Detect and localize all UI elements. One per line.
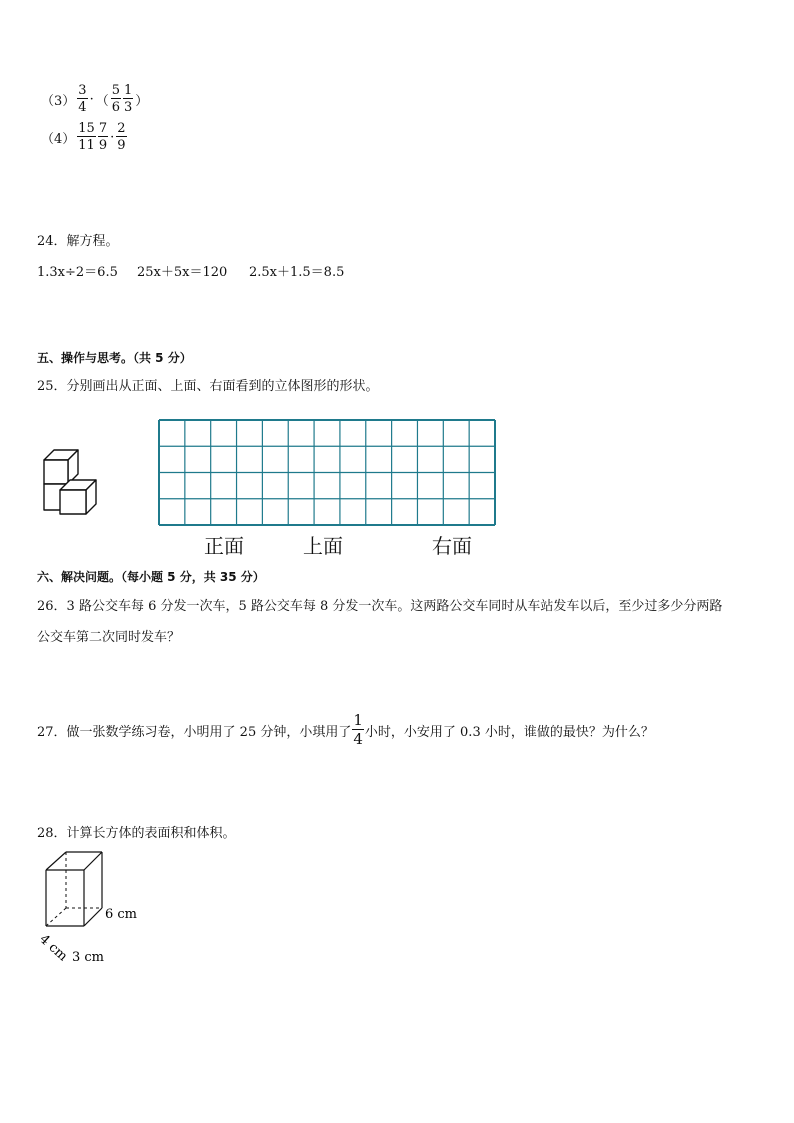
height-label: 6 cm bbox=[105, 907, 138, 922]
q26-line2: 公交车第二次同时发车？ bbox=[37, 630, 181, 645]
q28-text: 28．计算长方体的表面积和体积。 bbox=[37, 826, 236, 841]
q24-title: 24．解方程。 bbox=[37, 234, 119, 249]
q24-equation-2: 25x＋5x＝120 bbox=[137, 265, 228, 280]
fraction: $\frac{2}{9}$ bbox=[117, 121, 126, 153]
cuboid-figure bbox=[30, 848, 150, 968]
item-label: （4） bbox=[41, 131, 76, 147]
section5-title: 五、操作与思考。（共 5 分） bbox=[37, 351, 192, 365]
label-top: 上面 bbox=[303, 534, 343, 558]
width-label: 3 cm bbox=[72, 950, 105, 965]
q25-text: 25．分别画出从正面、上面、右面看到的立体图形的形状。 bbox=[37, 379, 379, 394]
label-right: 右面 bbox=[432, 534, 472, 558]
cube-stack-figure bbox=[38, 448, 113, 528]
q27 bbox=[37, 713, 654, 747]
q27-fraction: $\frac{1}{4}$ bbox=[353, 711, 363, 748]
label-front: 正面 bbox=[204, 534, 244, 558]
q23-item3: （3） $\frac{3}{4}$ · （ $\frac{5}{6}$ $\frac{1}{3}$ ） bbox=[41, 83, 149, 115]
fraction: $\frac{3}{4}$ bbox=[78, 83, 87, 115]
q26-line1: 26．3 路公交车每 6 分发一次车，5 路公交车每 8 分发一次车。这两路公交车同时从车站发车以后，至少过多少分两路 bbox=[37, 599, 723, 614]
drawing-grid[interactable] bbox=[158, 419, 496, 526]
q27-text-before: 27．做一张数学练习卷，小明用了 25 分钟，小琪用了 bbox=[37, 724, 352, 740]
q24-equation-3: 2.5x＋1.5＝8.5 bbox=[249, 265, 345, 280]
section6-title: 六、解决问题。（每小题 5 分，共 35 分） bbox=[37, 570, 265, 584]
fraction: $\frac{1}{3}$ bbox=[124, 83, 133, 115]
q23-item4: （4） $\frac{15}{11}$ $\frac{7}{9}$ · $\frac{2}{9}$ bbox=[41, 121, 126, 153]
depth-label: 4 cm bbox=[36, 931, 71, 965]
item-label: （3） bbox=[41, 93, 76, 109]
fraction: $\frac{15}{11}$ bbox=[78, 121, 95, 153]
q24-equation-1: 1.3x÷2＝6.5 bbox=[37, 265, 118, 280]
fraction: $\frac{5}{6}$ bbox=[111, 83, 120, 115]
q27-text-after: 小时，小安用了 0.3 小时，谁做的最快？为什么？ bbox=[364, 724, 654, 740]
fraction: $\frac{7}{9}$ bbox=[98, 121, 108, 153]
